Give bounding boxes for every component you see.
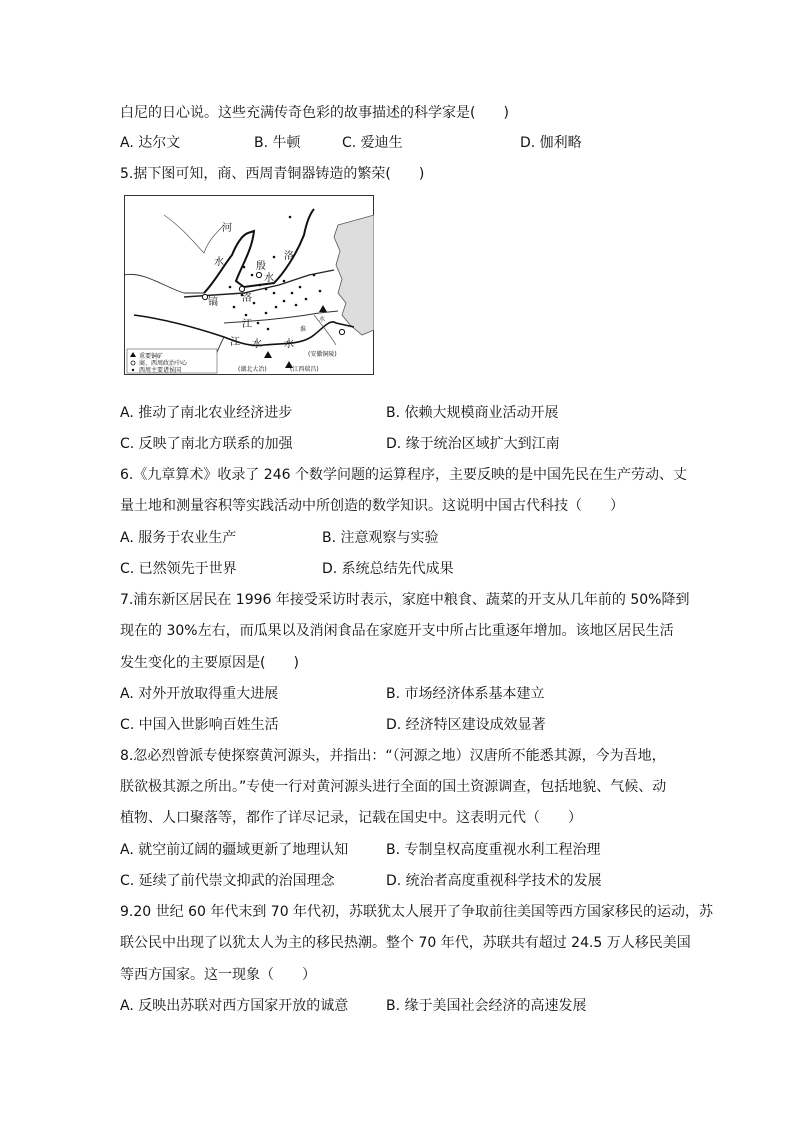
q4-stem-tail: 白尼的日心说。这些充满传奇色彩的故事描述的科学家是( ) [120,105,509,121]
q7-option-a[interactable]: A. 对外开放取得重大进展 [120,686,279,702]
q8-option-a[interactable]: A. 就空前辽阔的疆域更新了地理认知 [120,842,349,858]
q5-option-c[interactable]: C. 反映了南北方联系的加强 [120,436,293,452]
map-legend [127,349,217,374]
legend-state-icon [132,369,134,371]
q4-option-b[interactable]: B. 牛顿 [254,135,301,151]
q6-line-2: 量土地和测量容积等实践活动中所创造的数学知识。这说明中国古代科技（ ） [120,498,624,514]
legend-center-icon [131,361,135,365]
q7-line-1: 7.浦东新区居民在 1996 年接受采访时表示，家庭中粮食、蔬菜的开支从几年前的 50%降到 [120,592,690,608]
q9-line-2: 联公民中出现了以犹太人为主的移民热潮。整个 70 年代，苏联共有超过 24.5 万人移民美国 [120,935,691,951]
q9-line-1: 9.20 世纪 60 年代末到 70 年代初，苏联犹太人展开了争取前往美国等西方国家移民的运动，苏 [120,904,714,920]
q9-option-a[interactable]: A. 反映出苏联对西方国家开放的诚意 [120,998,349,1014]
map-label-shui2: 水 [264,273,274,284]
q6-option-d[interactable]: D. 系统总结先代成果 [322,561,454,577]
q8-option-c[interactable]: C. 延续了前代崇文抑武的治国理念 [120,873,335,889]
map-label-he: 河 [222,223,232,234]
map-label-anhui: (安徽铜陵) [308,351,337,358]
q5-stem: 5.据下图可知，商、西周青铜器铸造的繁荣( ) [120,166,425,182]
map-label-hubei: (湖北大冶) [238,366,267,373]
bronze-map [124,195,374,375]
map-label-yin: 殷 [256,261,266,272]
q6-option-b[interactable]: B. 注意观察与实验 [322,530,439,546]
q7-option-c[interactable]: C. 中国入世影响百姓生活 [120,717,279,733]
q4-option-a[interactable]: A. 达尔文 [120,135,181,151]
q5-option-b[interactable]: B. 依赖大规模商业活动开展 [386,405,559,421]
legend-center-label: 商、西周政治中心 [139,360,188,367]
q7-line-3: 发生变化的主要原因是( ) [120,655,299,671]
legend-mine-label: 重要铜矿 [139,353,164,360]
q7-option-d[interactable]: D. 经济特区建设成效显著 [386,717,546,733]
q6-line-1: 6.《九章算术》收录了 246 个数学问题的运算程序，主要反映的是中国先民在生产劳动、丈 [120,467,687,483]
map-label-shui3: 水 [252,339,262,350]
map-label-huai-shui: 水 [319,316,326,323]
map-label-hao: 镐 [208,297,218,308]
q9-option-b[interactable]: B. 缘于美国社会经济的高速发展 [386,998,587,1014]
q7-option-b[interactable]: B. 市场经济体系基本建立 [386,686,545,702]
map-label-luo1: 洛 [284,251,294,262]
legend-state-label: 西周主要诸侯国 [139,367,182,374]
map-label-jiang-big: 江 [230,337,240,348]
map-label-jiang: 江 [242,319,252,330]
map-label-shui1: 水 [214,257,224,268]
q4-option-c[interactable]: C. 爱迪生 [342,135,403,151]
q9-line-3: 等西方国家。这一现象（ ） [120,967,316,983]
map-label-luo2: 洛 [242,293,252,304]
map-label-jiangxi: (江西瑞昌) [290,366,319,373]
q8-option-d[interactable]: D. 统治者高度重视科学技术的发展 [386,873,602,889]
q6-option-a[interactable]: A. 服务于农业生产 [120,530,237,546]
q6-option-c[interactable]: C. 已然领先于世界 [120,561,237,577]
q8-option-b[interactable]: B. 专制皇权高度重视水利工程治理 [386,842,601,858]
q7-line-2: 现在的 30%左右，而瓜果以及消闲食品在家庭开支中所占比重逐年增加。该地区居民生活 [120,623,674,639]
q5-option-a[interactable]: A. 推动了南北农业经济进步 [120,405,293,421]
q8-line-3: 植物、人口聚落等，都作了详尽记录，记载在国史中。这表明元代（ ） [120,810,582,826]
q8-line-2: 朕欲极其源之所出。”专使一行对黄河源头进行全面的国土资源调查，包括地貌、气候、动 [120,779,667,795]
q4-option-d[interactable]: D. 伽利略 [520,135,582,151]
q5-option-d[interactable]: D. 缘于统治区域扩大到江南 [386,436,560,452]
map-label-shui4: 水 [284,339,294,350]
q8-line-1: 8.忽必烈曾派专使探察黄河源头，并指出：“（河源之地）汉唐所不能悉其源，今为吾地， [120,748,666,764]
map-label-huai: 淮 [300,326,307,333]
